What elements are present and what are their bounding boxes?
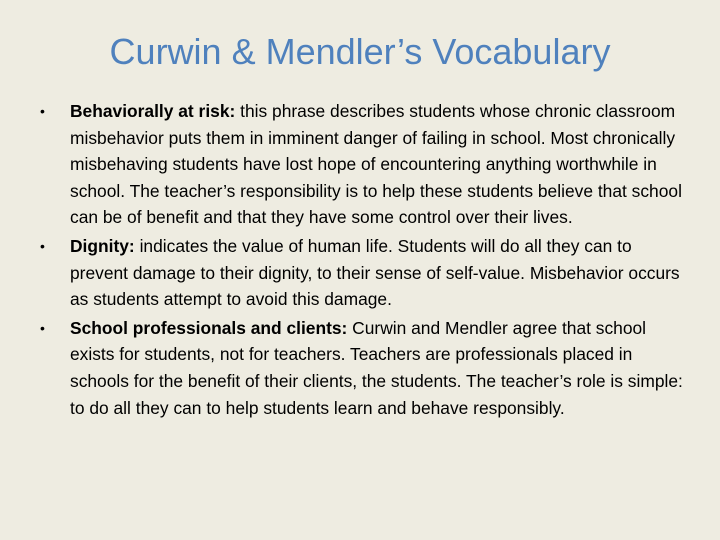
bullet-term: Dignity:: [70, 235, 135, 256]
bullet-list: [36, 98, 686, 423]
bullet-marker: •: [40, 237, 45, 254]
bullet-dignity: [36, 233, 686, 313]
bullet-marker: •: [40, 103, 45, 119]
bullet-behaviorally-at-risk: [36, 98, 686, 231]
slide-title: Curwin & Mendler’s Vocabulary: [109, 31, 611, 72]
bullet-text: indicates the value of human life. Students will do all they can to prevent damage to their dignity, to their sense of self-value. Misbehavior occurs as students attempt to avoid this damage.: [70, 235, 680, 310]
bullet-term: Behaviorally at risk:: [70, 101, 236, 121]
bullet-marker: •: [40, 319, 45, 336]
bullet-text: Curwin and Mendler agree that school exists for students, not for teachers. Teachers are professionals placed in schools for the benefit of their clients, the students. The teacher’s role is simple: to do all they can to help students learn and behave responsibly.: [70, 317, 683, 418]
bullet-school-professionals-and-clients: [36, 315, 686, 421]
bullet-term: School professionals and clients:: [70, 317, 348, 338]
bullet-text: this phrase describes students whose chronic classroom misbehavior puts them in imminent danger of failing in school. Most chronically misbehaving students have lost hope of encountering anything worthwhile in school. The teacher’s responsibility is to help these students believe that school can be of benefit and that they have some control over their lives.: [70, 101, 682, 228]
